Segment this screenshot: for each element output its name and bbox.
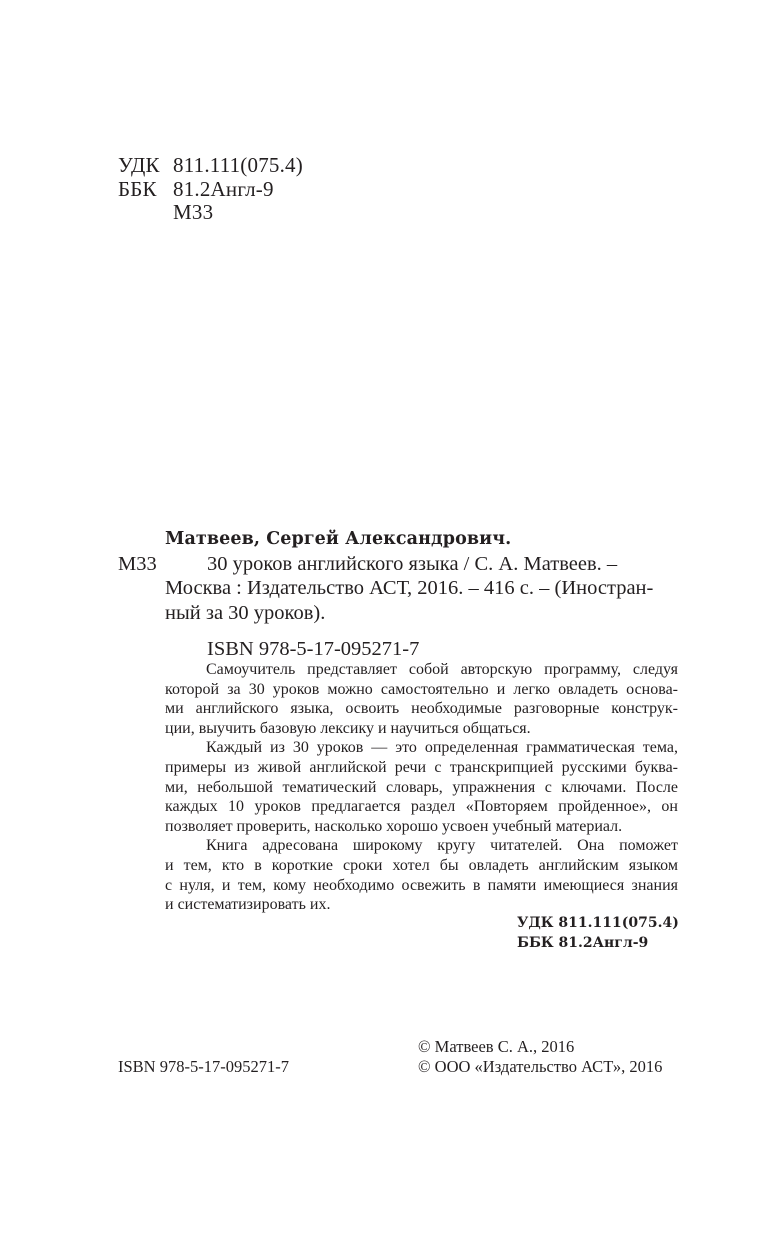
bbk-value: 81.2Англ-9: [173, 176, 274, 201]
record-author: Матвеев, Сергей Александрович.: [165, 529, 512, 549]
record-author-mark: М33: [118, 552, 157, 575]
bbk-label: ББК: [118, 176, 157, 201]
record-isbn: ISBN 978-5-17-095271-7: [207, 638, 420, 660]
author-mark: М33: [173, 200, 214, 224]
record-line-2: Москва : Издательство АСТ, 2016. – 416 с. – (Иностран-: [165, 577, 654, 599]
classification-bottom: [517, 914, 679, 953]
annotation-line: ции, выучить базовую лексику и научиться общаться.: [165, 719, 531, 737]
annotation-line: ми английского языка, освоить необходимые разговорные конструк-: [165, 700, 678, 718]
copyright-author: © Матвеев С. А., 2016: [418, 1037, 575, 1056]
record-line-1: [118, 552, 680, 577]
author-mark-row: [118, 201, 303, 225]
bbk-bottom: ББК 81.2Англ-9: [517, 934, 649, 951]
udk-row: [118, 154, 303, 178]
udk-label: УДК: [118, 153, 160, 177]
record-line-3: ный за 30 уроков).: [165, 601, 326, 624]
classification-top: [118, 154, 303, 225]
copyright-publisher: © ООО «Издательство АСТ», 2016: [418, 1057, 663, 1076]
annotation-line: примеры из живой английской речи с транскрипцией русскими буква-: [165, 758, 678, 776]
bbk-row: [118, 178, 303, 202]
annotation-line: позволяет проверить, насколько хорошо усвоен учебный материал.: [165, 817, 623, 835]
annotation-line: каждых 10 уроков предлагается раздел «Повторяем пройденное», он: [165, 798, 678, 816]
footer-isbn: ISBN 978-5-17-095271-7: [118, 1057, 289, 1076]
annotation: [165, 660, 678, 915]
annotation-line: ми, небольшой тематический словарь, упражнения с ключами. После: [165, 778, 678, 796]
annotation-line: которой за 30 уроков можно самостоятельно и легко овладеть основа-: [165, 680, 678, 698]
udk-value: 811.111(075.4): [173, 153, 303, 177]
annotation-line: и тем, кто в короткие сроки хотел бы овладеть английским языком: [165, 856, 678, 874]
annotation-line: Каждый из 30 уроков — это определенная грамматическая тема,: [206, 739, 678, 757]
annotation-line: и систематизировать их.: [165, 896, 331, 914]
record-title: 30 уроков английского языка / С. А. Матвеев. –: [207, 552, 618, 575]
annotation-line: Самоучитель представляет собой авторскую программу, следуя: [206, 661, 678, 678]
bibliographic-record: [118, 527, 680, 662]
copyright-block: [418, 1037, 662, 1077]
annotation-line: с нуля, и тем, кому необходимо освежить в памяти имеющиеся знания: [165, 876, 678, 894]
udk-bottom: УДК 811.111(075.4): [517, 915, 679, 931]
annotation-line: Книга адресована широкому кругу читателей. Она поможет: [206, 837, 678, 855]
